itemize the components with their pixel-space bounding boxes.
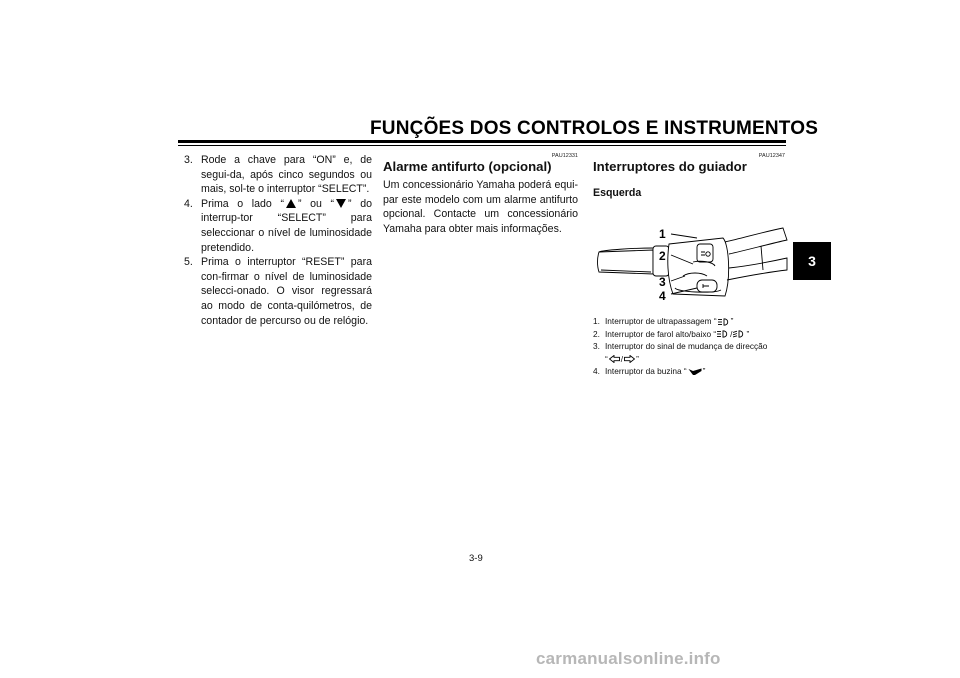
high-beam-icon xyxy=(718,318,730,326)
section-title: Interruptores do guiador xyxy=(593,159,747,174)
caption-number: 2. xyxy=(593,328,600,339)
caption-2 xyxy=(593,328,793,341)
column-1 xyxy=(184,153,372,328)
section-body: Um concessionário Yamaha poderá equi-par este modelo com um alarme antifurto opcional. Contacte um concessionário Yamaha para obter mais informações. xyxy=(383,179,578,235)
caption-text-part: Interruptor de ultrapassagem “ xyxy=(605,316,717,326)
high-beam-icon xyxy=(717,330,729,338)
caption-text-part: ” xyxy=(636,353,639,364)
step-text: Prima o interruptor “RESET” para con-firmar o nível de luminosidade selecci-onado. O visor regressará ao modo de conta-quilómetros, de contador de percurso ou de relógio. xyxy=(201,256,372,327)
caption-text-part: “ xyxy=(605,353,608,364)
caption-text-part: ” xyxy=(746,328,750,339)
figure-captions xyxy=(593,315,793,378)
page-number: 3-9 xyxy=(469,553,483,564)
page-header-title: FUNÇÕES DOS CONTROLOS E INSTRUMENTOS xyxy=(370,118,819,139)
section-code: PAU12347 xyxy=(758,153,785,159)
figure-label-2: 2 xyxy=(659,249,666,263)
caption-text xyxy=(605,315,733,328)
step-4 xyxy=(184,197,372,255)
caption-text-part: ” xyxy=(702,366,706,376)
step-5 xyxy=(184,255,372,328)
step-text-part: ” ou “ xyxy=(297,197,335,210)
header-rule-thin xyxy=(178,145,786,146)
step-text-part: Prima o lado “ xyxy=(201,197,284,210)
caption-text-part: Interruptor do sinal de mudança de direcção xyxy=(605,341,768,351)
step-text: Rode a chave para “ON” e, de segui-da, após cinco segundos ou mais, sol-te o interruptor “SELECT”. xyxy=(201,154,372,196)
turn-left-icon xyxy=(609,355,620,363)
watermark-text: carmanualsonline.info xyxy=(536,649,721,668)
caption-3 xyxy=(593,340,793,365)
subsection-heading: Esquerda xyxy=(593,187,642,199)
header-rule-thick xyxy=(178,140,786,143)
caption-text xyxy=(605,365,705,378)
figure-label-1: 1 xyxy=(659,227,666,241)
caption-text-part: / xyxy=(620,353,624,364)
caption-text-part: ” xyxy=(730,316,734,326)
triangle-down-icon xyxy=(336,199,346,208)
step-text xyxy=(201,197,372,255)
step-number: 3. xyxy=(184,154,193,166)
caption-text xyxy=(605,328,749,341)
column-3 xyxy=(593,153,793,201)
section-title: Alarme antifurto (opcional) xyxy=(383,159,552,174)
caption-text-part: Interruptor da buzina “ xyxy=(605,366,687,376)
chapter-tab[interactable]: 3 xyxy=(793,242,831,280)
step-3 xyxy=(184,153,372,197)
caption-number: 3. xyxy=(593,341,600,351)
column-2 xyxy=(383,153,578,236)
triangle-up-icon xyxy=(286,199,296,208)
handlebar-switch-figure xyxy=(593,218,793,314)
step-number: 4. xyxy=(184,197,193,210)
step-number: 5. xyxy=(184,256,193,269)
figure-label-4: 4 xyxy=(659,289,666,303)
caption-number: 1. xyxy=(593,316,600,326)
figure-label-3: 3 xyxy=(659,275,666,289)
turn-right-icon xyxy=(624,355,635,363)
caption-text-part: Interruptor de farol alto/baixo “ xyxy=(605,328,717,339)
caption-4 xyxy=(593,365,793,378)
step-text-part: ” do interrup-tor “SELECT” para seleccionar o nível de luminosidade pretendido. xyxy=(201,197,372,254)
caption-number: 4. xyxy=(593,366,600,376)
step-list xyxy=(184,153,372,328)
section-code: PAU12331 xyxy=(551,153,578,159)
caption-text-part: / xyxy=(730,328,733,339)
horn-icon xyxy=(688,368,702,376)
low-beam-icon xyxy=(733,330,745,338)
caption-1 xyxy=(593,315,793,328)
caption-text xyxy=(605,340,767,365)
